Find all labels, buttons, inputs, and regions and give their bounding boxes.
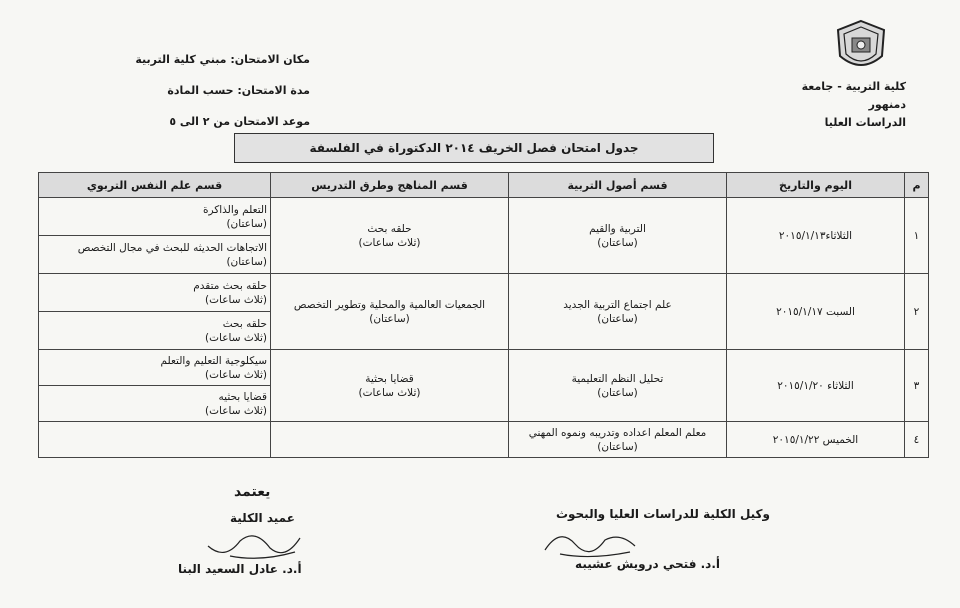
psychology-cell [39, 198, 271, 236]
row-num: ١ [905, 198, 929, 274]
row-date: الثلاثاء٢٠١٥/١/١٣ [727, 198, 905, 274]
subject: الجمعيات العالمية والمحلية وتطوير التخصص [293, 298, 486, 311]
psychology-cell [39, 386, 271, 422]
row-date: الخميس ٢٠١٥/١/٢٢ [727, 422, 905, 458]
signature-icon [540, 522, 650, 562]
subject: التربية والقيم [589, 222, 646, 235]
page-title: جدول امتحان فصل الخريف ٢٠١٤ الدكتوراة في الفلسفة [234, 133, 714, 163]
duration: (ثلاث ساعات) [205, 404, 267, 417]
duration: (ساعتان) [369, 312, 410, 325]
subject: التعلم والذاكرة [202, 203, 267, 216]
foundations-cell [509, 350, 727, 422]
row-date: السبت ٢٠١٥/١/١٧ [727, 274, 905, 350]
duration: (ساعتان) [597, 386, 638, 399]
row-date: الثلاثاء ٢٠١٥/١/٢٠ [727, 350, 905, 422]
subject: سيكلوجية التعليم والتعلم [160, 354, 267, 367]
subject: حلقه بحث [367, 222, 412, 235]
exam-time: موعد الامتحان من ٢ الى ٥ [169, 115, 310, 128]
subject: الاتجاهات الحديثه للبحث في مجال التخصص [77, 241, 267, 254]
faculty-name: كلية التربية - جامعة دمنهور [801, 80, 906, 111]
foundations-cell [509, 198, 727, 274]
psychology-cell [39, 312, 271, 350]
psychology-cell [39, 350, 271, 386]
curricula-cell [271, 198, 509, 274]
signature-icon [200, 526, 310, 566]
col-foundations: قسم أصول التربية [509, 173, 727, 198]
duration: (ثلاث ساعات) [358, 236, 421, 249]
psychology-cell [39, 274, 271, 312]
subject: معلم المعلم اعداده وتدريبه ونموه المهني [528, 426, 707, 439]
foundations-cell [509, 422, 727, 458]
table-row [39, 274, 929, 312]
row-num: ٢ [905, 274, 929, 350]
graduate-studies: الدراسات العليا [824, 116, 906, 129]
dean-name: أ.د. عادل السعيد البنا [178, 562, 302, 576]
duration: (ثلاث ساعات) [205, 293, 267, 306]
table-row [39, 350, 929, 386]
foundations-cell [509, 274, 727, 350]
subject: حلقه بحث متقدم [193, 279, 267, 292]
exam-place: مكان الامتحان: مبني كلية التربية [135, 53, 310, 66]
subject: علم اجتماع التربية الجديد [563, 298, 672, 311]
university-logo-icon [832, 18, 890, 76]
psychology-cell-empty [39, 422, 271, 458]
duration: (ساعتان) [597, 236, 638, 249]
col-num: م [905, 173, 929, 198]
psychology-cell [39, 236, 271, 274]
approve-label: يعتمد [234, 484, 271, 500]
duration: (ثلاث ساعات) [205, 368, 267, 381]
vice-dean-title: وكيل الكلية للدراسات العليا والبحوث [555, 507, 770, 521]
duration: (ثلاث ساعات) [358, 386, 421, 399]
schedule-table [38, 172, 929, 458]
duration: (ساعتان) [597, 312, 638, 325]
subject: قضايا بحثية [365, 372, 414, 385]
vice-dean-name: أ.د. فتحي درويش عشيبه [575, 557, 720, 571]
table-header-row [39, 173, 929, 198]
duration: (ثلاث ساعات) [205, 331, 267, 344]
duration: (ساعتان) [226, 217, 267, 230]
col-curricula: قسم المناهج وطرق التدريس [271, 173, 509, 198]
curricula-cell-empty [271, 422, 509, 458]
exam-info [60, 44, 310, 137]
subject: حلقه بحث [222, 317, 267, 330]
row-num: ٤ [905, 422, 929, 458]
col-date: اليوم والتاريخ [727, 173, 905, 198]
table-row [39, 422, 929, 458]
curricula-cell [271, 274, 509, 350]
dean-title: عميد الكلية [230, 511, 295, 525]
exam-duration: مدة الامتحان: حسب المادة [167, 84, 310, 97]
duration: (ساعتان) [226, 255, 267, 268]
curricula-cell [271, 350, 509, 422]
col-psychology: قسم علم النفس التربوي [39, 173, 271, 198]
table-row [39, 198, 929, 236]
subject: تحليل النظم التعليمية [571, 372, 664, 385]
row-num: ٣ [905, 350, 929, 422]
university-name [776, 78, 906, 132]
duration: (ساعتان) [597, 440, 638, 453]
subject: قضايا بحثيه [218, 390, 267, 403]
